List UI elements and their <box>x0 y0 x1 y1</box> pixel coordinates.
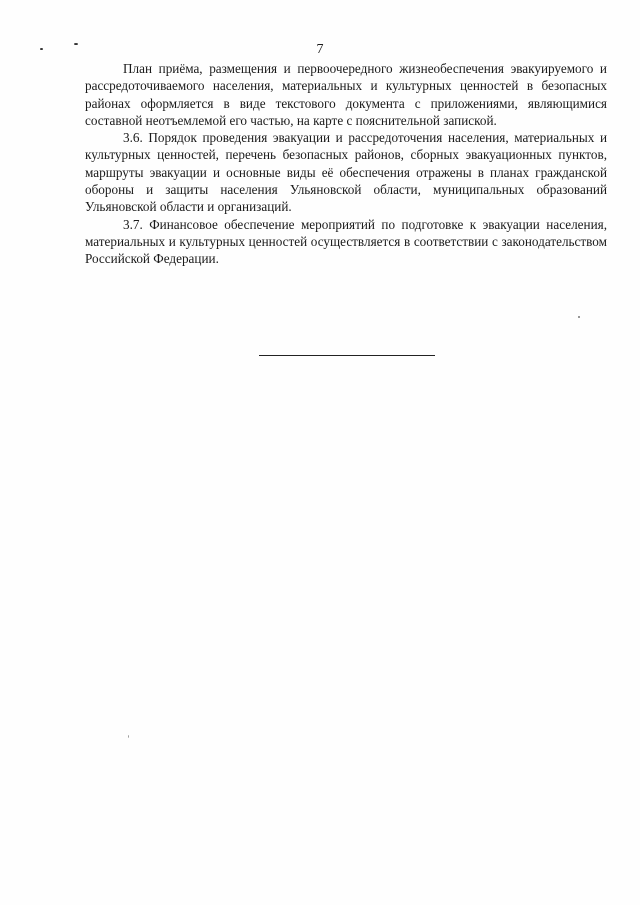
page-number: 7 <box>316 42 324 57</box>
paragraph-3-6: 3.6. Порядок проведения эвакуации и рассредоточения населения, материальных и культурных ценностей, перечень безопасных районов, сборных эвакуационных пунктов, маршруты эвакуации и основные виды её обеспечения отражены в планах гражданской обороны и защиты населения Ульяновской области, муниципальных образований Ульяновской области и организаций. <box>85 130 607 215</box>
scan-speck <box>578 316 580 318</box>
paragraph-evacuation-plan: План приёма, размещения и первоочередного жизнеобеспечения эвакуируемого и рассредоточиваемого населения, материальных и культурных ценностей в безопасных районах оформляется в виде текстового документа с приложениями, являющимися составной неотъемлемой его частью, на карте с пояснительной запиской. <box>85 61 607 128</box>
paragraph-3-7: 3.7. Финансовое обеспечение мероприятий по подготовке к эвакуации населения, материальных и культурных ценностей осуществляется в соответствии с законодательством Российской Федерации. <box>85 216 607 267</box>
document-body <box>85 60 607 268</box>
scan-speck <box>128 735 129 738</box>
end-separator-line <box>259 355 435 356</box>
